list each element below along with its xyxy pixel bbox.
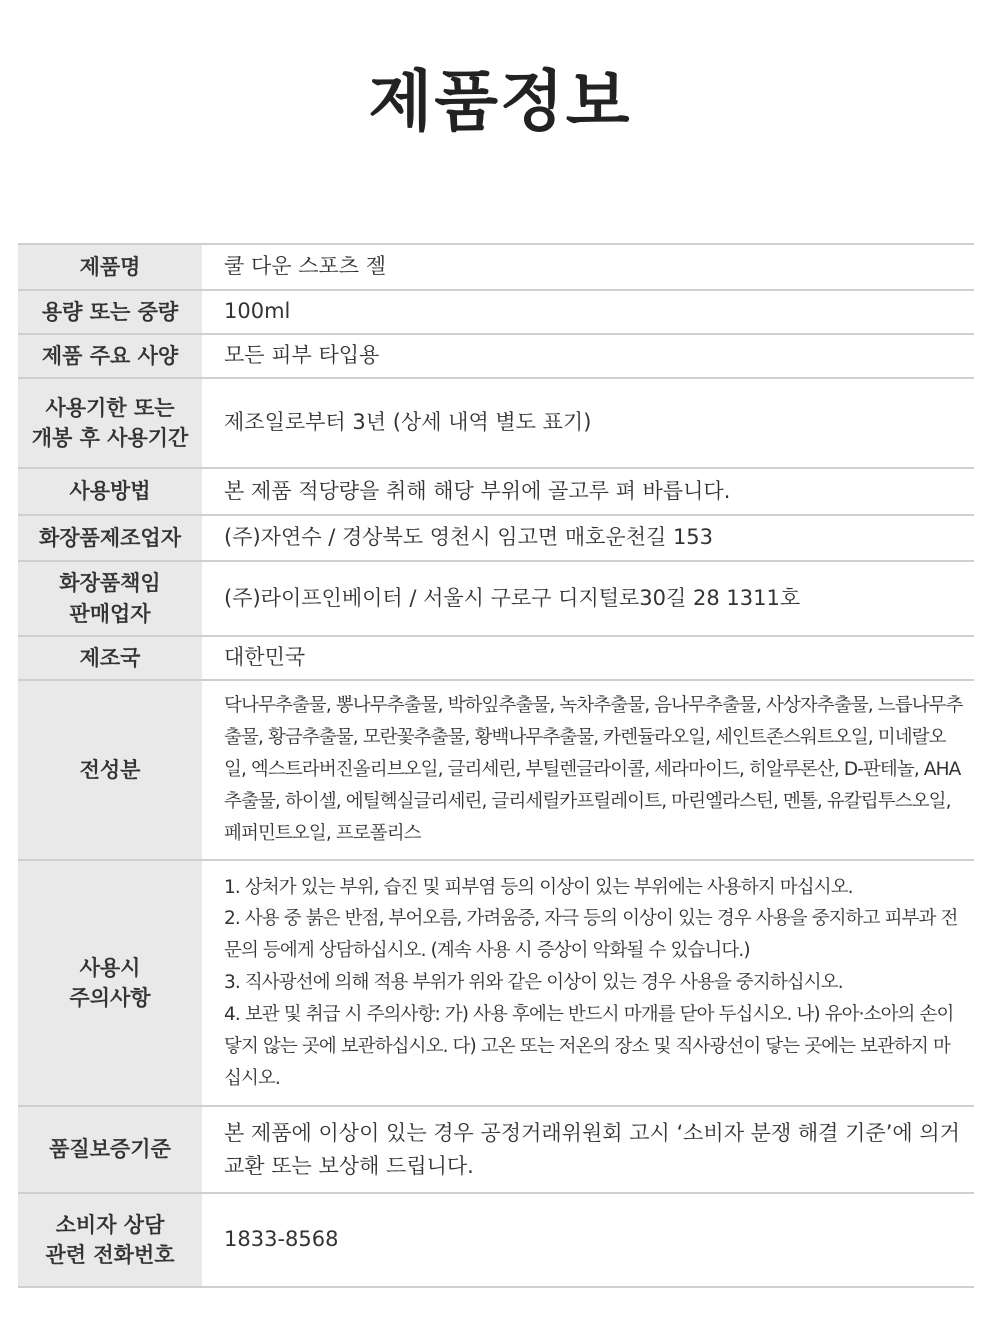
row-label-usage: 사용방법 — [18, 469, 202, 514]
product-info-table — [18, 243, 974, 1288]
row-label-product-name: 제품명 — [18, 245, 202, 289]
row-label-main-spec: 제품 주요 사양 — [18, 335, 202, 377]
row-label-volume: 용량 또는 중량 — [18, 291, 202, 333]
precaution-item: 1. 상처가 있는 부위, 습진 및 피부염 등의 이상이 있는 부위에는 사용하지 마십시오. — [224, 876, 853, 898]
row-label-distributor: 화장품책임 판매업자 — [18, 562, 202, 635]
row-value-expiry: 제조일로부터 3년 (상세 내역 별도 표기) — [224, 410, 592, 435]
table-row — [18, 379, 974, 469]
table-row — [18, 562, 974, 637]
precaution-item: 4. 보관 및 취급 시 주의사항: 가) 사용 후에는 반드시 마개를 닫아 두십시오. 나) 유아·소아의 손이 닿지 않는 곳에 보관하십시오. 다) 고온 또는 저온의 장소 및 직사광선이 닿는 곳에는 보관하지 마십시오. — [224, 1003, 954, 1089]
precaution-item: 2. 사용 중 붉은 반점, 부어오름, 가려움증, 자극 등의 이상이 있는 경우 사용을 중지하고 피부과 전문의 등에게 상담하십시오. (계속 사용 시 증상이 악화될 수 있습니다.) — [224, 908, 958, 962]
table-row — [18, 1194, 974, 1288]
table-row — [18, 335, 974, 379]
row-label-manufacturer: 화장품제조업자 — [18, 516, 202, 560]
row-value-quality-standard: 본 제품에 이상이 있는 경우 공정거래위원회 고시 ‘소비자 분쟁 해결 기준’에 의거 교환 또는 보상해 드립니다. — [224, 1120, 960, 1178]
precaution-item: 3. 직사광선에 의해 적용 부위가 위와 같은 이상이 있는 경우 사용을 중지하십시오. — [224, 972, 843, 994]
row-value-ingredients: 닥나무추출물, 뽕나무추출물, 박하잎추출물, 녹차추출물, 음나무추출물, 사상자추출물, 느릅나무추출물, 황금추출물, 모란꽃추출물, 황백나무추출물, 카렌듈라오일, 세인트존스워트오일, 미네랄오일, 엑스트라버진올리브오일, 글리세린, 부틸렌글라이콜, 세라마이드, 히알루론산, D-판테놀, AHA추출물, 하이셀, 에틸헥실글리세린, 글리세릴카프릴레이트, 마린엘라스틴, 멘톨, 유칼립투스오일, 페퍼민트오일, 프로폴리스 — [224, 695, 963, 844]
table-row — [18, 291, 974, 335]
row-label-phone: 소비자 상담 관련 전화번호 — [18, 1194, 202, 1286]
table-row — [18, 637, 974, 681]
table-row — [18, 861, 974, 1107]
row-label-country: 제조국 — [18, 637, 202, 679]
row-label-ingredients: 전성분 — [18, 681, 202, 859]
row-value-manufacturer: (주)자연수 / 경상북도 영천시 임고면 매호운천길 153 — [224, 525, 714, 550]
row-value-country: 대한민국 — [224, 645, 306, 670]
row-value-volume: 100ml — [224, 299, 291, 324]
table-row — [18, 681, 974, 861]
row-value-distributor: (주)라이프인베이터 / 서울시 구로구 디지털로30길 28 1311호 — [224, 585, 801, 610]
row-value-precautions — [202, 861, 974, 1105]
row-value-usage: 본 제품 적당량을 취해 해당 부위에 골고루 펴 바릅니다. — [224, 478, 731, 503]
table-row — [18, 516, 974, 562]
row-value-product-name: 쿨 다운 스포츠 젤 — [224, 254, 387, 279]
row-label-expiry: 사용기한 또는 개봉 후 사용기간 — [18, 379, 202, 467]
table-row — [18, 469, 974, 516]
row-value-main-spec: 모든 피부 타입용 — [224, 343, 380, 368]
row-value-phone: 1833-8568 — [224, 1227, 339, 1252]
page-title: 제품정보 — [368, 63, 632, 140]
row-label-precautions: 사용시 주의사항 — [18, 861, 202, 1105]
table-row — [18, 1107, 974, 1194]
row-label-quality-standard: 품질보증기준 — [18, 1107, 202, 1192]
table-row — [18, 245, 974, 291]
